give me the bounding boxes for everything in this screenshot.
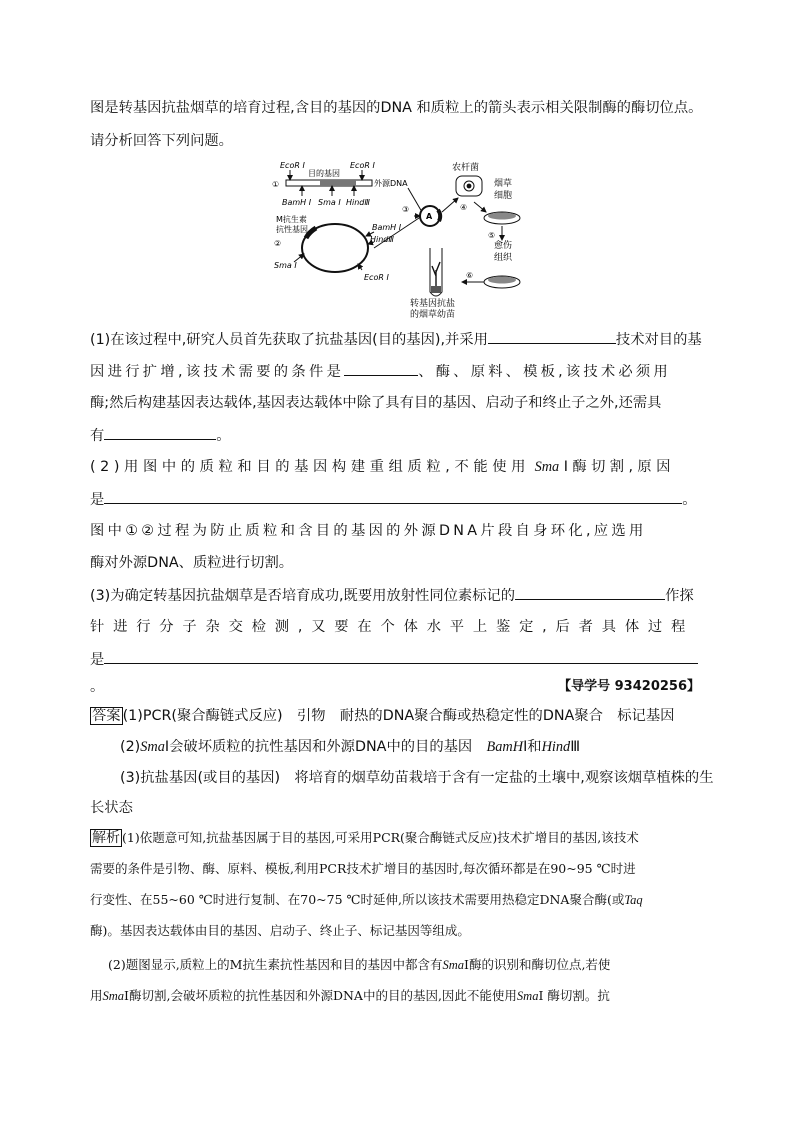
answer-line-4: 长状态 <box>90 800 133 816</box>
q2-line-3: 图中①②过程为防止质粒和含目的基因的外源DNA片段自身环化,应选用 <box>90 523 647 539</box>
label-seedling2: 的烟草幼苗 <box>410 310 456 318</box>
analysis-line-3: 行变性、在55~60 ℃时进行复制、在70~75 ℃时延伸,所以该技术需要用热稳定DNA聚合酶(或Taq <box>90 892 643 907</box>
label-hindiii2: HindⅢ <box>370 235 394 244</box>
blank-q1-condition[interactable] <box>344 361 418 376</box>
label-m-resist: M抗生素 <box>276 215 307 224</box>
q2-line-4: 酶对外源DNA、质粒进行切割。 <box>90 555 294 571</box>
q1-line-1: (1)在该过程中,研究人员首先获取了抗盐基因(目的基因),并采用 技术对目的基 <box>90 329 702 350</box>
label-num5: ⑤ <box>488 231 496 240</box>
analysis-line-2: 需要的条件是引物、酶、原料、模板,利用PCR技术扩增目的基因时,每次循环都是在90~95 ℃时进 <box>90 861 636 876</box>
analysis-line-4: 酶)。基因表达载体由目的基因、启动子、终止子、标记基因等组成。 <box>90 923 470 938</box>
intro-line-1: 图是转基因抗盐烟草的培育过程,含目的基因的DNA 和质粒上的箭头表示相关限制酶的酶切位点。 <box>90 100 703 116</box>
label-foreign-dna: 外源DNA <box>374 179 408 188</box>
analysis-line-6: 用SmaⅠ酶切割,会破坏质粒的抗性基因和外源DNA中的目的基因,因此不能使用SmaⅠ 酶切割。抗 <box>90 988 610 1003</box>
blank-q3-probe[interactable] <box>515 585 665 600</box>
label-smai2: Sma Ⅰ <box>274 261 297 270</box>
label-num2: ② <box>274 239 282 248</box>
label-tobacco: 烟草 <box>494 179 513 189</box>
transgenic-tobacco-diagram <box>262 158 542 318</box>
cell-dish <box>484 212 520 224</box>
blank-q1-technique[interactable] <box>488 329 616 344</box>
agrobacterium <box>456 176 482 196</box>
label-agro: 农杆菌 <box>452 163 480 173</box>
blank-q1-marker[interactable] <box>104 425 216 440</box>
label-num6: ⑥ <box>466 271 474 280</box>
label-ecori3: EcoR Ⅰ <box>364 273 389 282</box>
label-bamhi: BamH Ⅰ <box>282 198 312 207</box>
label-callus2: 组织 <box>494 253 513 263</box>
label-hindiii: HindⅢ <box>346 198 370 207</box>
q3-line-2: 针进行分子杂交检测,又要在个体水平上鉴定,后者具体过程 <box>90 619 695 635</box>
label-smai: Sma Ⅰ <box>318 198 341 207</box>
label-ecori-left: EcoR Ⅰ <box>280 161 305 170</box>
intro-line-2: 请分析回答下列问题。 <box>90 133 233 149</box>
blank-q3-process[interactable] <box>104 649 698 664</box>
label-cell: 细胞 <box>494 191 513 201</box>
test-tube <box>430 248 442 296</box>
analysis-line-5: (2)题图显示,质粒上的M抗生素抗性基因和目的基因中都含有SmaⅠ酶的识别和酶切位点,若使 <box>108 957 611 972</box>
label-resist-gene: 抗性基因 <box>276 225 308 234</box>
answer-line-3: (3)抗盐基因(或目的基因) 将培育的烟草幼苗栽培于含有一定盐的土壤中,观察该烟草植株的生 <box>120 770 714 786</box>
label-num4: ④ <box>460 203 468 212</box>
label-a: A <box>426 212 433 221</box>
q1-line-3: 酶;然后构建基因表达载体,基因表达载体中除了具有目的基因、启动子和终止子之外,还需具 <box>90 395 662 411</box>
label-num1: ① <box>272 180 280 189</box>
q3-line-1: (3)为确定转基因抗盐烟草是否培育成功,既要用放射性同位素标记的 作探 <box>90 585 702 606</box>
q1-line-4: 有 。 <box>90 425 702 446</box>
label-num3: ③ <box>402 205 410 214</box>
label-callus1: 愈伤 <box>494 241 513 251</box>
callus-dish <box>484 276 520 288</box>
answer-line-2: (2)SmaⅠ会破坏质粒的抗性基因和外源DNA中的目的基因 BamHⅠ和HindⅢ <box>120 739 581 755</box>
label-seedling1: 转基因抗盐 <box>410 299 456 309</box>
q3-line-3: 是 <box>90 649 702 670</box>
q3-line-4: 。 【导学号 93420256】 <box>90 679 700 695</box>
guide-number: 【导学号 93420256】 <box>558 679 700 694</box>
analysis-line-1: 解析 (1)依题意可知,抗盐基因属于目的基因,可采用PCR(聚合酶链式反应)技术扩增目的基因,该技术 <box>92 830 639 846</box>
blank-q2-reason[interactable] <box>104 489 682 504</box>
label-target-gene: 目的基因 <box>308 169 340 178</box>
label-bamhi2: BamH Ⅰ <box>372 223 402 232</box>
q2-line-2: 是 。 <box>90 489 702 510</box>
analysis-label: 解析 <box>92 830 120 846</box>
answer-label: 答案 <box>92 708 121 724</box>
q2-line-1: (2)用图中的质粒和目的基因构建重组质粒,不能使用 Sma Ⅰ酶切割,原因 <box>90 459 675 475</box>
answer-line-1: 答案 (1)PCR(聚合酶链式反应) 引物 耐热的DNA聚合酶或热稳定性的DNA聚合 标记基因 <box>92 708 675 724</box>
q1-line-2: 因进行扩增,该技术需要的条件是 、酶、原料、模板,该技术必须用 <box>90 361 702 382</box>
label-ecori-right: EcoR Ⅰ <box>350 161 375 170</box>
